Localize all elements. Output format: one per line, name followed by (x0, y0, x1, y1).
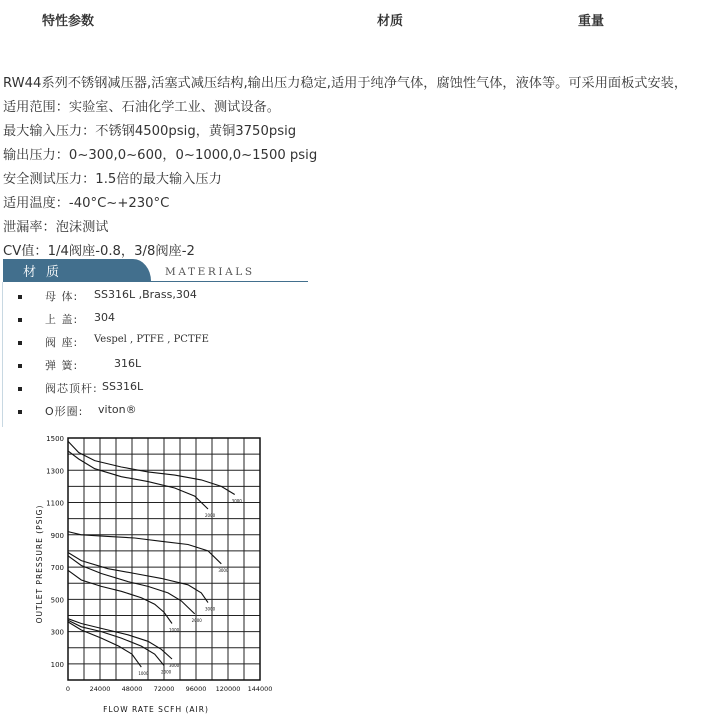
y-axis-title: OUTLET PRESSURE (PSIG) (35, 504, 44, 624)
desc-line-3: 最大输入压力：不锈钢4500psig，黄铜3750psig (3, 124, 297, 139)
y-tick-label: 1300 (46, 467, 64, 476)
desc-line-4: 输出压力：0~300,0~600，0~1000,0~1500 psig (3, 148, 318, 163)
materials-title: 材质 (23, 265, 70, 280)
bullet-icon (18, 318, 22, 322)
materials-side-rule (2, 282, 3, 427)
flow-rate-chart (22, 430, 282, 720)
x-tick-label: 24000 (89, 685, 111, 693)
bullet-icon (18, 295, 22, 299)
y-tick-label: 500 (50, 596, 64, 605)
materials-tab (3, 259, 151, 282)
y-tick-label: 300 (50, 628, 64, 637)
bullet-icon (18, 364, 22, 368)
x-tick-label: 48000 (121, 685, 143, 693)
material-value: SS316L ,Brass,304 (94, 288, 197, 301)
chart-series (68, 441, 242, 676)
x-tick-label: 144000 (247, 685, 273, 693)
material-value: viton® (98, 403, 137, 416)
desc-line-2: 适用范围：实验室、石油化学工业、测试设备。 (3, 100, 280, 115)
desc-line-6: 适用温度：-40°C~+230°C (3, 196, 170, 211)
material-label: O形圈: (45, 405, 84, 418)
material-label: 阀 座: (45, 336, 79, 349)
y-tick-label: 900 (50, 531, 64, 540)
series-label: 3000 (218, 567, 229, 573)
material-value: 304 (94, 311, 115, 324)
series-line (68, 451, 208, 509)
x-tick-label: 0 (65, 685, 71, 693)
chart-labels (35, 435, 272, 714)
material-label: 阀芯顶杆: (45, 382, 98, 395)
bullet-icon (18, 341, 22, 345)
x-tick-label: 96000 (185, 685, 207, 693)
material-value: Vespel , PTFE , PCTFE (94, 334, 209, 345)
material-value: 316L (114, 357, 142, 370)
materials-banner (0, 259, 308, 283)
bullet-icon (18, 410, 22, 414)
desc-line-1: RW44系列不锈钢减压器,活塞式减压结构,输出压力稳定,适用于纯净气体，腐蚀性气体，液体等。可采用面板式安装， (3, 76, 688, 91)
header-material: 材质 (377, 14, 404, 29)
y-tick-label: 700 (50, 564, 64, 573)
materials-english: MATERIALS (165, 266, 255, 278)
series-line (68, 532, 221, 564)
material-label: 母 体: (45, 290, 79, 303)
series-label: 3000 (231, 498, 242, 504)
desc-line-8: CV值：1/4阀座-0.8，3/8阀座-2 (3, 244, 195, 259)
desc-line-7: 泄漏率：泡沫测试 (3, 220, 109, 235)
series-line (68, 556, 195, 614)
y-tick-label: 1500 (46, 435, 64, 443)
x-tick-label: 120000 (215, 685, 241, 693)
series-label: 1000 (138, 671, 149, 677)
desc-line-5: 安全测试压力：1.5倍的最大输入压力 (3, 172, 222, 187)
x-axis-title: FLOW RATE SCFH (AIR) (103, 705, 209, 714)
material-label: 上 盖: (45, 313, 79, 326)
series-label: 3000 (205, 606, 216, 612)
series-label: 1000 (169, 627, 180, 633)
materials-underline (3, 281, 308, 282)
header-params: 特性参数 (42, 14, 95, 29)
material-label: 弹 簧: (45, 359, 79, 372)
x-tick-label: 72000 (153, 685, 175, 693)
y-tick-label: 100 (50, 660, 64, 669)
bullet-icon (18, 387, 22, 391)
series-label: 3000 (169, 663, 180, 669)
series-label: 2000 (161, 669, 172, 675)
y-tick-label: 1100 (46, 499, 64, 508)
series-label: 2000 (191, 617, 202, 623)
series-line (68, 553, 208, 603)
material-value: SS316L (102, 380, 144, 393)
header-weight: 重量 (578, 14, 605, 29)
series-label: 2000 (205, 512, 216, 518)
